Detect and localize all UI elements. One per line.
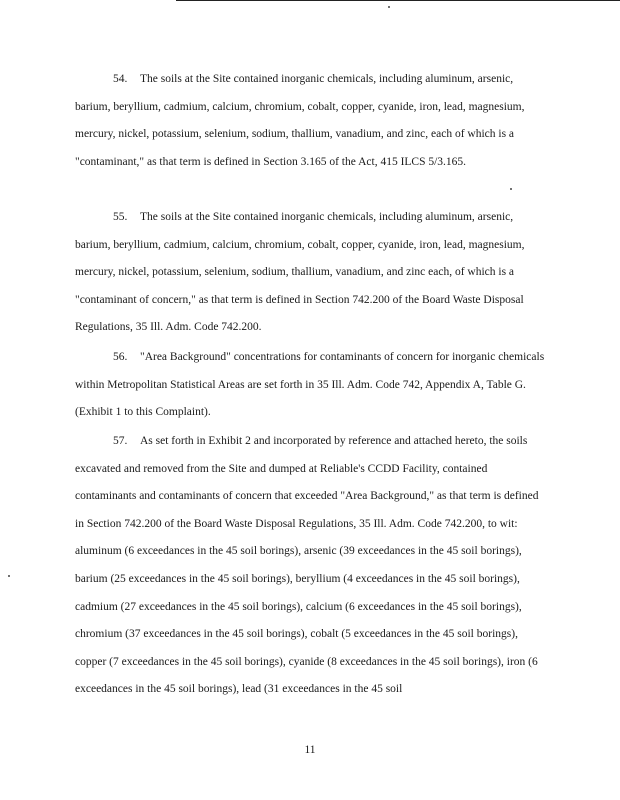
scan-speck	[510, 188, 512, 190]
paragraph-text: The soils at the Site contained inorganic chemicals, including aluminum, arsenic, barium, beryllium, cadmium, calcium, chromium, cobalt, copper, cyanide, iron, lead, magnesium, mercury, nickel, potassium, selenium, sodium, thallium, vanadium, and zinc, each of which is a "contaminant," as that term is defined in Section 3.165 of the Act, 415 ILCS 5/3.165.	[75, 73, 525, 168]
scan-speck	[388, 6, 390, 8]
page-number: 11	[304, 744, 316, 756]
paragraph-number: 57.	[113, 435, 128, 447]
paragraph-55	[75, 204, 545, 342]
top-border-line	[176, 0, 620, 1]
paragraph-57	[75, 428, 545, 704]
paragraph-text: "Area Background" concentrations for contaminants of concern for inorganic chemicals within Metropolitan Statistical Areas are set forth in 35 Ill. Adm. Code 742, Appendix A, Table G. (Exhibit 1 to this Complaint).	[75, 351, 545, 419]
paragraph-number: 56.	[113, 351, 128, 363]
paragraph-text: As set forth in Exhibit 2 and incorporated by reference and attached hereto, the soils excavated and removed from the Site and dumped at Reliable's CCDD Facility, contained contaminants and contaminants of concern that exceeded "Area Background," as that term is defined in Section 742.200 of the Board Waste Disposal Regulations, 35 Ill. Adm. Code 742.200, to wit: aluminum (6 exceedances in the 45 soil borings), arsenic (39 exceedances in the 45 soil borings), barium (25 exceedances in the 45 soil borings), beryllium (4 exceedances in the 45 soil borings), cadmium (27 exceedances in the 45 soil borings), calcium (6 exceedances in the 45 soil borings), chromium (37 exceedances in the 45 soil borings), cobalt (5 exceedances in the 45 soil borings), copper (7 exceedances in the 45 soil borings), cyanide (8 exceedances in the 45 soil borings), iron (6 exceedances in the 45 soil borings), lead (31 exceedances in the 45 soil	[75, 435, 539, 696]
paragraph-number: 54.	[113, 73, 128, 85]
paragraph-56	[75, 344, 545, 427]
paragraph-54	[75, 66, 545, 176]
paragraph-text: The soils at the Site contained inorganic chemicals, including aluminum, arsenic, barium, beryllium, cadmium, calcium, chromium, cobalt, copper, cyanide, iron, lead, magnesium, mercury, nickel, potassium, selenium, sodium, thallium, vanadium, and zinc each, of which is a "contaminant of concern," as that term is defined in Section 742.200 of the Board Waste Disposal Regulations, 35 Ill. Adm. Code 742.200.	[75, 211, 525, 334]
scan-speck	[8, 575, 10, 577]
paragraph-number: 55.	[113, 211, 128, 223]
